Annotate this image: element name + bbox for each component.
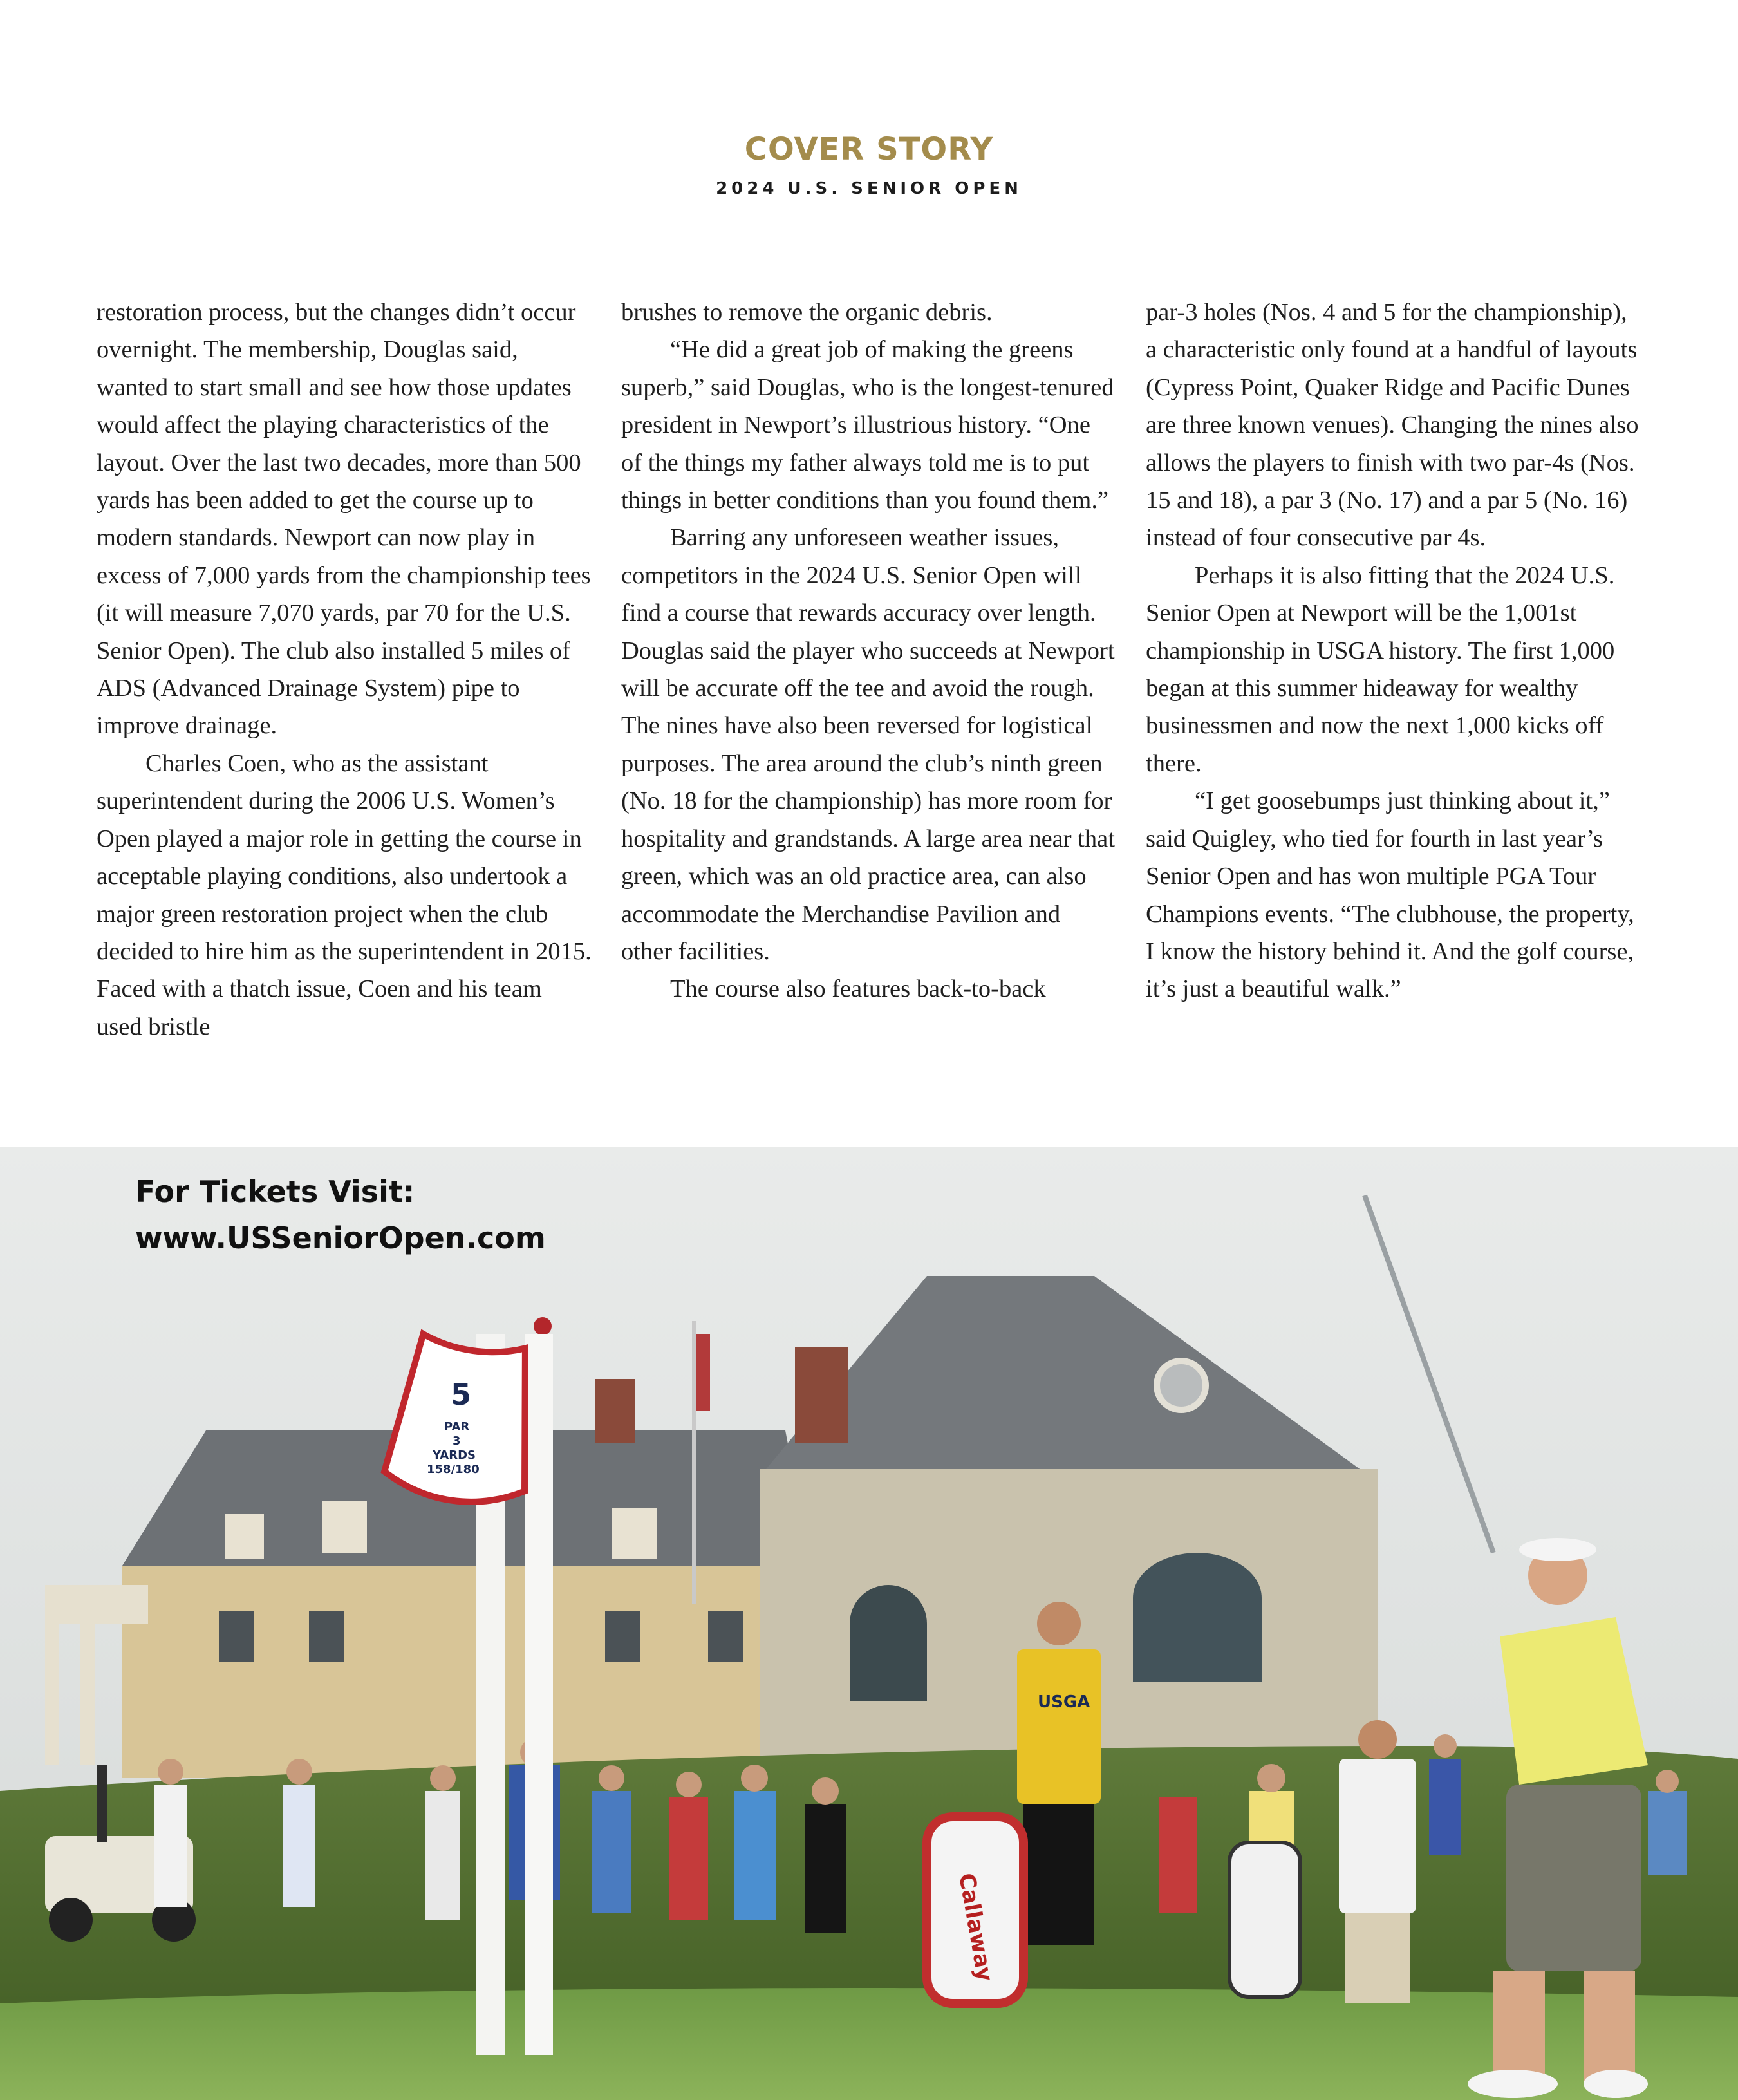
caddie: [1017, 1602, 1101, 1945]
paragraph: The course also features back-to-back: [670, 975, 1046, 1003]
bag-brand: Callaway: [953, 1871, 998, 1983]
paragraph: Perhaps it is also fitting that the 2024 U.S. Senior Open at Newport will be the 1,001st championship in USGA history. The first 1,000 began at this summer hideaway for wealthy businessmen and now the next 1,000 kicks off there.: [1146, 561, 1615, 777]
golf-bag-callaway: [927, 1817, 1023, 2003]
chimney: [795, 1347, 848, 1443]
article-body: [97, 294, 1641, 1092]
paragraph: Charles Coen, who as the assistant superintendent during the 2006 U.S. Women’s Open played a major role in getting the course in acceptable playing conditions, also undertook a major green restoration project when the club decided to hire him as the superintendent in 2015. Faced with a thatch issue, Coen and his team used bristle: [97, 749, 592, 1040]
column: [45, 1624, 59, 1765]
golf-bag-white: [1229, 1842, 1300, 1997]
tickets-heading: For Tickets Visit:: [135, 1174, 415, 1209]
round-window: [1157, 1361, 1206, 1410]
window: [219, 1611, 254, 1662]
tickets-callout: [135, 1168, 546, 1261]
clubhouse-wall-left: [122, 1566, 805, 1778]
section-title: COVER STORY: [744, 131, 994, 167]
article-column-3: [1146, 294, 1641, 1092]
american-flag: [696, 1334, 710, 1411]
paragraph: “I get goosebumps just thinking about it,” said Quigley, who tied for fourth in last year’s Senior Open and has won multiple PGA Tour Champions events. “The clubhouse, the property, I know the history behind it. And the golf course, it’s just a beautiful walk.”: [1146, 787, 1634, 1003]
dormer: [322, 1501, 367, 1553]
window: [309, 1611, 344, 1662]
column: [80, 1624, 95, 1765]
tickets-url[interactable]: www.USSeniorOpen.com: [135, 1221, 546, 1255]
yards-value: 158/180: [427, 1463, 480, 1476]
par-value: 3: [453, 1434, 461, 1448]
page-header: [0, 129, 1738, 198]
window: [708, 1611, 743, 1662]
article-column-2: [621, 294, 1117, 1092]
section-subtitle: 2024 U.S. SENIOR OPEN: [716, 179, 1022, 198]
hole-number: 5: [451, 1377, 472, 1412]
flagpole: [692, 1321, 696, 1604]
paragraph: “He did a great job of making the greens superb,” said Douglas, who is the longest-tenured president in Newport’s illustrious history. “One of the things my father always told me is to put things in better conditions than you found them.”: [621, 336, 1114, 514]
paragraph: restoration process, but the changes didn’t occur overnight. The membership, Douglas said, wanted to start small and see how those updates would affect the playing characteristics of the layout. Over the last two decades, more than 500 yards has been added to get the course up to modern standards. Newport can now play in excess of 7,000 yards from the championship tees (it will measure 7,070 yards, par 70 for the U.S. Senior Open). The club also installed 5 miles of ADS (Advanced Drainage System) pipe to improve drainage.: [97, 299, 591, 740]
caddie-white-bib: [1339, 1720, 1416, 2003]
paragraph: par-3 holes (Nos. 4 and 5 for the championship), a characteristic only found at a handful of layouts (Cypress Point, Quaker Ridge and Pacific Dunes are three known venues). Changing the nines also allows the players to finish with two par-4s (Nos. 15 and 18), a par 3 (No. 17) and a par 5 (No. 16) instead of four consecutive par 4s.: [1146, 299, 1639, 552]
balcony: [45, 1585, 148, 1624]
arched-window: [1133, 1553, 1262, 1682]
par-label: PAR: [444, 1420, 470, 1434]
article-column-1: [97, 294, 592, 1092]
yards-label: YARDS: [433, 1448, 476, 1462]
dormer: [225, 1514, 264, 1559]
photo-illustration: [0, 1147, 1738, 2100]
golf-course-photo: [0, 1147, 1738, 2100]
window: [605, 1611, 640, 1662]
paragraph: Barring any unforeseen weather issues, competitors in the 2024 U.S. Senior Open will find a course that rewards accuracy over length. Douglas said the player who succeeds at Newport will be accurate off the tee and avoid the rough. The nines have also been reversed for logistical purposes. The area around the club’s ninth green (No. 18 for the championship) has more room for hospitality and grandstands. A large area near that green, which was an old practice area, can also accommodate the Merchandise Pavilion and other facilities.: [621, 524, 1115, 965]
paragraph: brushes to remove the organic debris.: [621, 299, 993, 326]
dormer: [612, 1508, 657, 1559]
bib-text: USGA: [1038, 1692, 1090, 1712]
chimney: [595, 1379, 635, 1443]
arched-window: [850, 1585, 927, 1701]
